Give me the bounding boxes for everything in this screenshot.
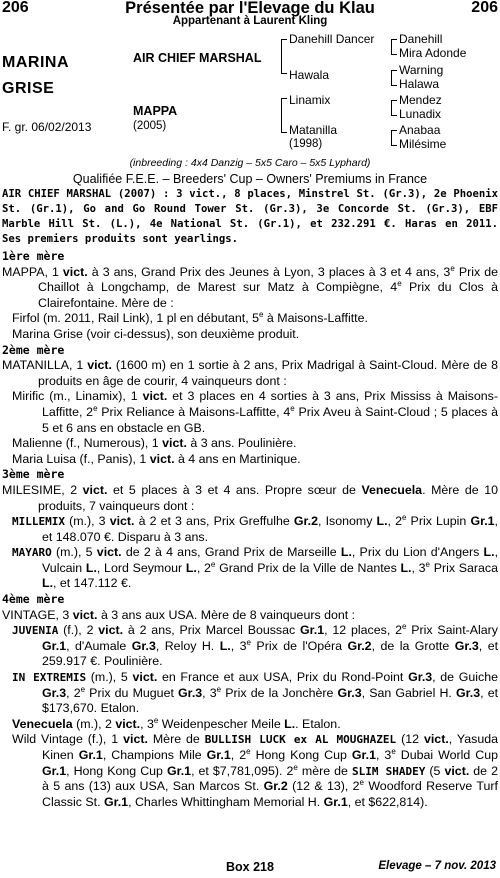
female-family: [2, 249, 498, 810]
dam-name: MAPPA: [133, 104, 178, 118]
lot-number-right: 206: [471, 0, 498, 16]
produce-venecuela: Venecuela (m.), 2 vict., 3e Weidenpescher Meile L.. Etalon.: [12, 715, 341, 731]
g3-5: Mendez: [399, 93, 442, 107]
dam-entry-vintage: VINTAGE, 3 vict. à 3 ans aux USA. Mère de 8 vainqueurs dont :: [2, 607, 356, 622]
produce-in-extremis: IN EXTREMIS (m.), 5 vict. en France et aux USA, Prix du Rond-Point Gr.3, de Guiche Gr.3, 2e Prix du Muguet Gr.3, 3e Prix de la Jonchère Gr.3, San Gabriel H. Gr.3, et $173,670. Etalon.: [12, 670, 499, 716]
g3-6: Lunadix: [399, 107, 442, 121]
horse-info: F. gr. 06/02/2013: [2, 120, 92, 134]
g3-1: Danehill: [399, 32, 443, 46]
lot-number-left: 206: [2, 0, 29, 16]
produce-maria-luisa: Maria Luisa (f., Panis), 1 vict. à 4 ans en Martinique.: [12, 451, 301, 466]
page-title: Présentée par l'Elevage du Klau: [125, 0, 375, 17]
g3-3: Warning: [399, 63, 444, 77]
bracket-g2-3: [391, 100, 397, 116]
bracket-g2-1: [391, 39, 397, 55]
dam-dam: Matanilla: [289, 123, 338, 137]
bracket-g2-2: [391, 70, 397, 86]
qualification-line: Qualifiée F.E.E. – Breeders' Cup – Owners' Premiums in France: [72, 172, 428, 186]
sire-record: AIR CHIEF MARSHAL (2007) : 3 vict., 8 places, Minstrel St. (Gr.3), 2e Phoenix St. (Gr.1), Go and Go Round Tower St. (Gr.3), 3e Concorde St. (Gr.3), EBF Marble Hill St. (L.), 4e National St. (Gr.1), et 232.291 €. Haras en 2011. Ses premiers produits sont yearlings.: [2, 188, 498, 245]
sire-dam: Hawala: [289, 68, 330, 82]
dam-entry-matanilla: MATANILLA, 1 vict. (1600 m) en 1 sortie à 2 ans, Prix Madrigal à Saint-Cloud. Mère de 8 produits en âge de courir, 4 vainqueurs dont :: [2, 358, 498, 388]
horse-name-2: GRISE: [2, 80, 55, 97]
sire-sire: Danehill Dancer: [289, 32, 375, 46]
heading-third-dam: 3ème mère: [2, 467, 65, 482]
publication-date: Elevage – 7 nov. 2013: [378, 860, 496, 872]
heading-second-dam: 2ème mère: [2, 342, 65, 357]
heading-first-dam: 1ère mère: [2, 249, 65, 263]
produce-juvenia: JUVENIA (f.), 2 vict. à 2 ans, Prix Marcel Boussac Gr.1, 12 places, 2e Prix Saint-Alary Gr.1, d'Aumale Gr.3, Reloy H. L., 3e Prix de l'Opéra Gr.2, de la Grotte Gr.3, et 259.917 €. Poulinière.: [12, 622, 499, 669]
produce-malienne: Malienne (f., Numerous), 1 vict. à 3 ans. Poulinière.: [12, 436, 297, 451]
produce-firfol: Firfol (m. 2011, Rail Link), 1 pl en débutant, 5e à Maisons-Laffitte.: [12, 310, 368, 326]
produce-millemix: MILLEMIX (m.), 3 vict. à 2 et 3 ans, Prix Greffulhe Gr.2, Isonomy L., 2e Prix Lupin Gr.1, et 148.070 €. Disparu à 3 ans.: [12, 512, 498, 544]
horse-name-1: MARINA: [2, 54, 69, 71]
owner-line: Appartenant à Laurent Kling: [172, 15, 328, 27]
page-footer: [0, 860, 500, 878]
bracket-sire: [281, 39, 287, 74]
dam-entry-milesime: MILESIME, 2 vict. et 5 places à 3 et 4 ans. Propre sœur de Venecuela. Mère de 10 produits, 7 vainqueurs dont :: [2, 482, 498, 513]
sire-name: AIR CHIEF MARSHAL: [133, 51, 262, 65]
bracket-g2-4: [391, 130, 397, 146]
box-number: Box 218: [226, 860, 274, 874]
g3-4: Halawa: [399, 77, 440, 91]
dam-entry-mappa: MAPPA, 1 vict. à 3 ans, Grand Prix des Jeunes à Lyon, 3 places à 3 et 4 ans, 3e Prix de Chaillot à Longchamp, de Marest sur Matz à Compiègne, 4e Prix du Clos à Clairefontaine. Mère de :: [2, 263, 498, 310]
g3-2: Mira Adonde: [399, 46, 467, 60]
pedigree-table: [0, 32, 500, 160]
bracket-dam: [281, 98, 287, 133]
dam-dam-year: (1998): [289, 138, 323, 150]
produce-mirific: Mirific (m., Linamix), 1 vict. et 3 places en 4 sorties à 3 ans, Prix Mississ à Maisons-Laffitte, 2e Prix Reliance à Maisons-Laffitte, 4e Prix Aveu à Saint-Cloud ; 5 places à 5 et 6 ans en obstacle en GB.: [12, 389, 499, 435]
g3-8: Milésime: [399, 137, 447, 151]
dam-sire: Linamix: [289, 93, 331, 107]
inbreeding-note: (inbreeding : 4x4 Danzig – 5x5 Caro – 5x5 Lyphard): [129, 157, 371, 169]
g3-7: Anabaa: [399, 123, 441, 137]
produce-wild-vintage: Wild Vintage (f.), 1 vict. Mère de BULLISH LUCK ex AL MOUGHAZEL (12 vict., Yasuda Kinen Gr.1, Champions Mile Gr.1, 2e Hong Kong Cup Gr.1, 3e Dubai World Cup Gr.1, Hong Kong Cup Gr.1, et $7,781,095). 2e mère de SLIM SHADEY (5 vict. de 2 à 5 ans (13) aux USA, San Marcos St. Gr.2 (12 & 13), 2e Woodford Reserve Turf Classic St. Gr.1, Charles Whittingham Memorial H. Gr.1, et $622,814).: [12, 732, 499, 809]
produce-marina-grise: Marina Grise (voir ci-dessus), son deuxième produit.: [12, 326, 300, 341]
produce-mayaro: MAYARO (m.), 5 vict. de 2 à 4 ans, Grand Prix de Marseille L., Prix du Lion d'Angers L., Vulcain L., Lord Seymour L., 2e Grand Prix de la Ville de Nantes L., 3e Prix Saraca L., et 147.112 €.: [12, 545, 499, 591]
heading-fourth-dam: 4ème mère: [2, 592, 65, 607]
dam-year: (2005): [133, 120, 167, 132]
